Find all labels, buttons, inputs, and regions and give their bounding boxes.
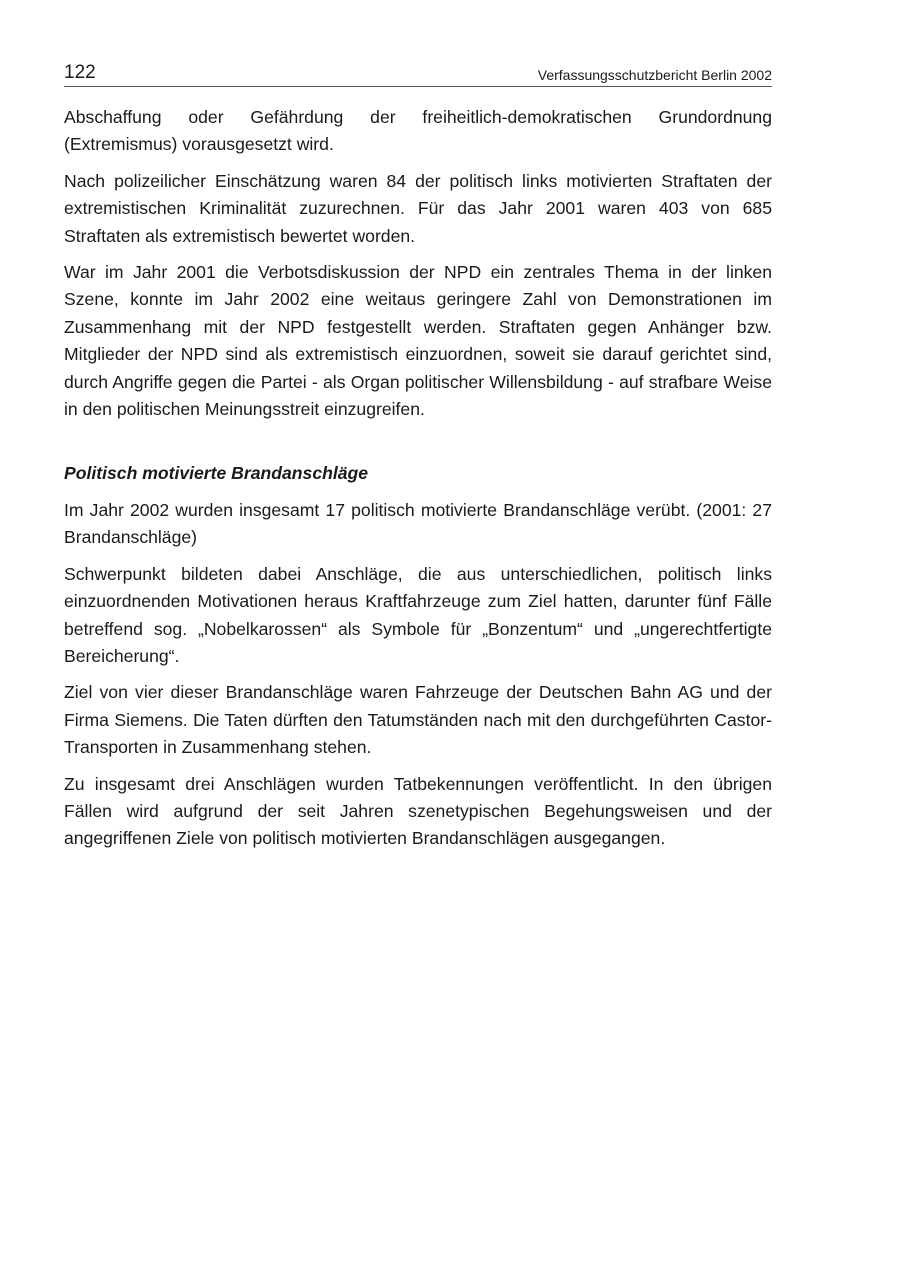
section-heading: Politisch motivierte Brandanschläge <box>64 463 369 484</box>
paragraph: Ziel von vier dieser Brandanschläge waren Fahrzeuge der Deutschen Bahn AG und der Firma Siemens. Die Taten dürften den Tatumständen nach mit den durchgeführten Castor-Transporten in Zusammenhang stehen. <box>64 682 772 758</box>
paragraph: Zu insgesamt drei Anschlägen wurden Tatbekennungen veröffentlicht. In den übrigen Fällen wird aufgrund der seit Jahren szenetypischen Begehungsweisen und der angegriffenen Ziele von politisch motivierten Brandanschlägen ausgegangen. <box>64 773 772 849</box>
page-body <box>64 104 772 853</box>
paragraph: War im Jahr 2001 die Verbotsdiskussion der NPD ein zentrales Thema in der linken Szene, konnte im Jahr 2002 eine weitaus geringere Zahl von Demonstrationen im Zusammenhang mit der NPD festgestellt werden. Straftaten gegen Anhänger bzw. Mitglieder der NPD sind als extremistisch einzuordnen, soweit sie darauf gerichtet sind, durch Angriffe gegen die Partei - als Organ politischer Willensbildung - auf strafbare Weise in den politischen Meinungsstreit einzugreifen. <box>64 262 772 420</box>
page-header <box>64 56 772 87</box>
paragraph: Schwerpunkt bildeten dabei Anschläge, die aus unterschiedlichen, politisch links einzuordnenden Motivationen heraus Kraftfahrzeuge zum Ziel hatten, darunter fünf Fälle betreffend sog. „Nobelkarossen“ als Symbole für „Bonzentum“ und „ungerechtfertigte Bereicherung“. <box>64 563 772 666</box>
page-number: 122 <box>64 62 96 83</box>
running-title: Verfassungsschutzbericht Berlin 2002 <box>537 67 772 83</box>
paragraph: Nach polizeilicher Einschätzung waren 84 der politisch links motivierten Straftaten der extremistischen Kriminalität zuzurechnen. Für das Jahr 2001 waren 403 von 685 Straftaten als extremistisch bewertet worden. <box>64 170 772 246</box>
paragraph: Im Jahr 2002 wurden insgesamt 17 politisch motivierte Brandanschläge verübt. (2001: 27 Brandanschläge) <box>64 499 772 548</box>
document-page <box>64 56 772 862</box>
paragraph: Abschaffung oder Gefährdung der freiheitlich-demokratischen Grundordnung (Extremismus) vorausgesetzt wird. <box>64 107 772 155</box>
